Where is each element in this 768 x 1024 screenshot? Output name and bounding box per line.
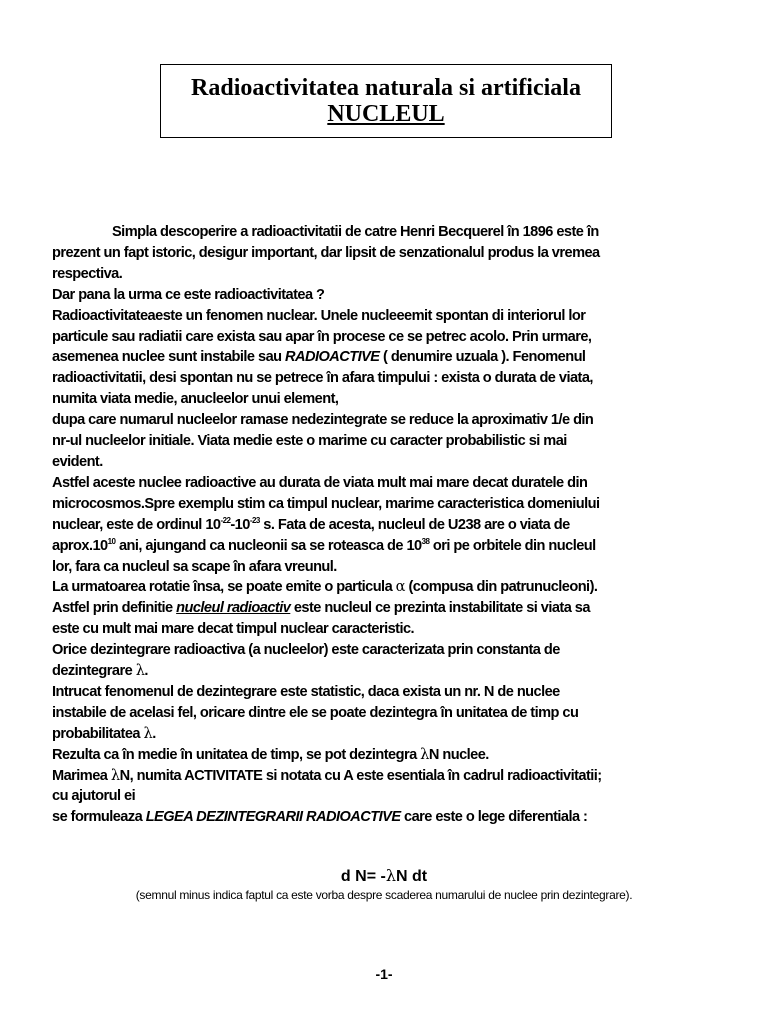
lambda-symbol: λ <box>110 766 120 784</box>
text-line: asemenea nuclee sunt instabile sau RADIOACTIVE ( denumire uzuala ). Fenomenul <box>52 349 586 366</box>
text-line: particule sau radiatii care exista sau apar în procese ce se petrec acolo. Prin urmare, <box>52 328 592 345</box>
lambda-symbol: λ <box>143 724 153 742</box>
text-line: probabilitatea λ. <box>52 724 156 742</box>
text-line: Astfel prin definitie nucleul radioactiv este nucleul ce prezinta instabilitate si viata sa <box>52 600 590 617</box>
exponent: -23 <box>249 515 260 525</box>
text-line: Simpla descoperire a radioactivitatii de catre Henri Becquerel în 1896 este în <box>112 224 599 240</box>
exponent: -22 <box>220 515 231 525</box>
document-title: Radioactivitatea naturala si artificiala <box>191 75 581 101</box>
text-line: radioactivitatii, desi spontan nu se petrece în afara timpului : exista o durata de viata, <box>52 370 593 387</box>
text-line: este cu mult mai mare decat timpul nuclear caracteristic. <box>52 621 415 638</box>
text-line: se formuleaza LEGEA DEZINTEGRARII RADIOACTIVE care este o lege diferentiala : <box>52 809 588 826</box>
lambda-symbol: λ <box>385 866 396 885</box>
radioactive-term: RADIOACTIVE <box>285 349 380 366</box>
text-line: instabile de acelasi fel, oricare dintre ele se poate dezintegra în unitatea de timp cu <box>52 704 579 721</box>
text-line: Orice dezintegrare radioactiva (a nucleelor) este caracterizata prin constanta de <box>52 642 560 659</box>
text-line: evident. <box>52 453 103 470</box>
text-line: respectiva. <box>52 265 123 282</box>
formula-note: (semnul minus indica faptul ca este vorba despre scaderea numarului de nuclee prin dezintegrare). <box>135 888 633 902</box>
text-line: Rezulta ca în medie în unitatea de timp, se pot dezintegra λN nuclee. <box>52 745 489 763</box>
text-line: La urmatoarea rotatie însa, se poate emite o particula α (compusa din patrunucleoni). <box>52 578 598 596</box>
text-line: lor, fara ca nucleul sa scape în afara vreunul. <box>52 558 337 575</box>
document-subtitle: NUCLEUL <box>327 101 445 127</box>
text-line: prezent un fapt istoric, desigur important, dar lipsit de senzationalul produs la vremea <box>52 244 600 261</box>
text-line: $aprox.10^{10}$ ani, ajungand ca nucleonii sa se roteasca de $10^{38}$ ori pe orbitele din nucleul <box>52 536 596 554</box>
page-number: -1- <box>375 966 393 982</box>
defined-term: nucleul radioactiv <box>176 600 291 617</box>
text-line: dupa care numarul nucleelor ramase nedezintegrate se reduce la aproximativ 1/e din <box>52 412 594 429</box>
text-line: Marimea λN, numita ACTIVITATE si notata cu A este esentiala în cadrul radioactivitatii; <box>52 766 602 784</box>
text-line: Intrucat fenomenul de dezintegrare este statistic, daca exista un nr. N de nuclee <box>52 683 560 700</box>
text-line: numita viata medie, anucleelor unui element, <box>52 391 339 408</box>
text-line: Dar pana la urma ce este radioactivitatea ? <box>52 286 325 303</box>
text-line: nr-ul nucleelor initiale. Viata medie este o marime cu caracter probabilistic si mai <box>52 433 567 450</box>
title-box <box>160 64 612 138</box>
text-line: Radioactivitateaeste un fenomen nuclear. Unele nucleeemit spontan di interiorul lor <box>52 307 586 324</box>
alpha-symbol: α <box>395 578 405 596</box>
law-name: LEGEA DEZINTEGRARII RADIOACTIVE <box>145 809 401 826</box>
text-line: Astfel aceste nuclee radioactive au durata de viata mult mai mare decat duratele din <box>52 474 588 491</box>
lambda-symbol: λ <box>135 662 145 680</box>
exponent: 38 <box>421 536 430 546</box>
text-line: cu ajutorul ei <box>52 788 136 805</box>
text-line: microcosmos.Spre exemplu stim ca timpul nuclear, marime caracteristica domeniului <box>52 495 600 512</box>
lambda-symbol: λ <box>420 745 429 763</box>
exponent: 10 <box>107 536 116 546</box>
text-line: nuclear, este de ordinul $10^{-22}-10^{-23}$ s. Fata de acesta, nucleul de U238 are o viata de <box>52 515 570 533</box>
text-line: dezintegrare λ. <box>52 662 148 680</box>
body-text <box>52 222 722 828</box>
decay-law-formula: d N= -λN dt <box>340 866 428 885</box>
